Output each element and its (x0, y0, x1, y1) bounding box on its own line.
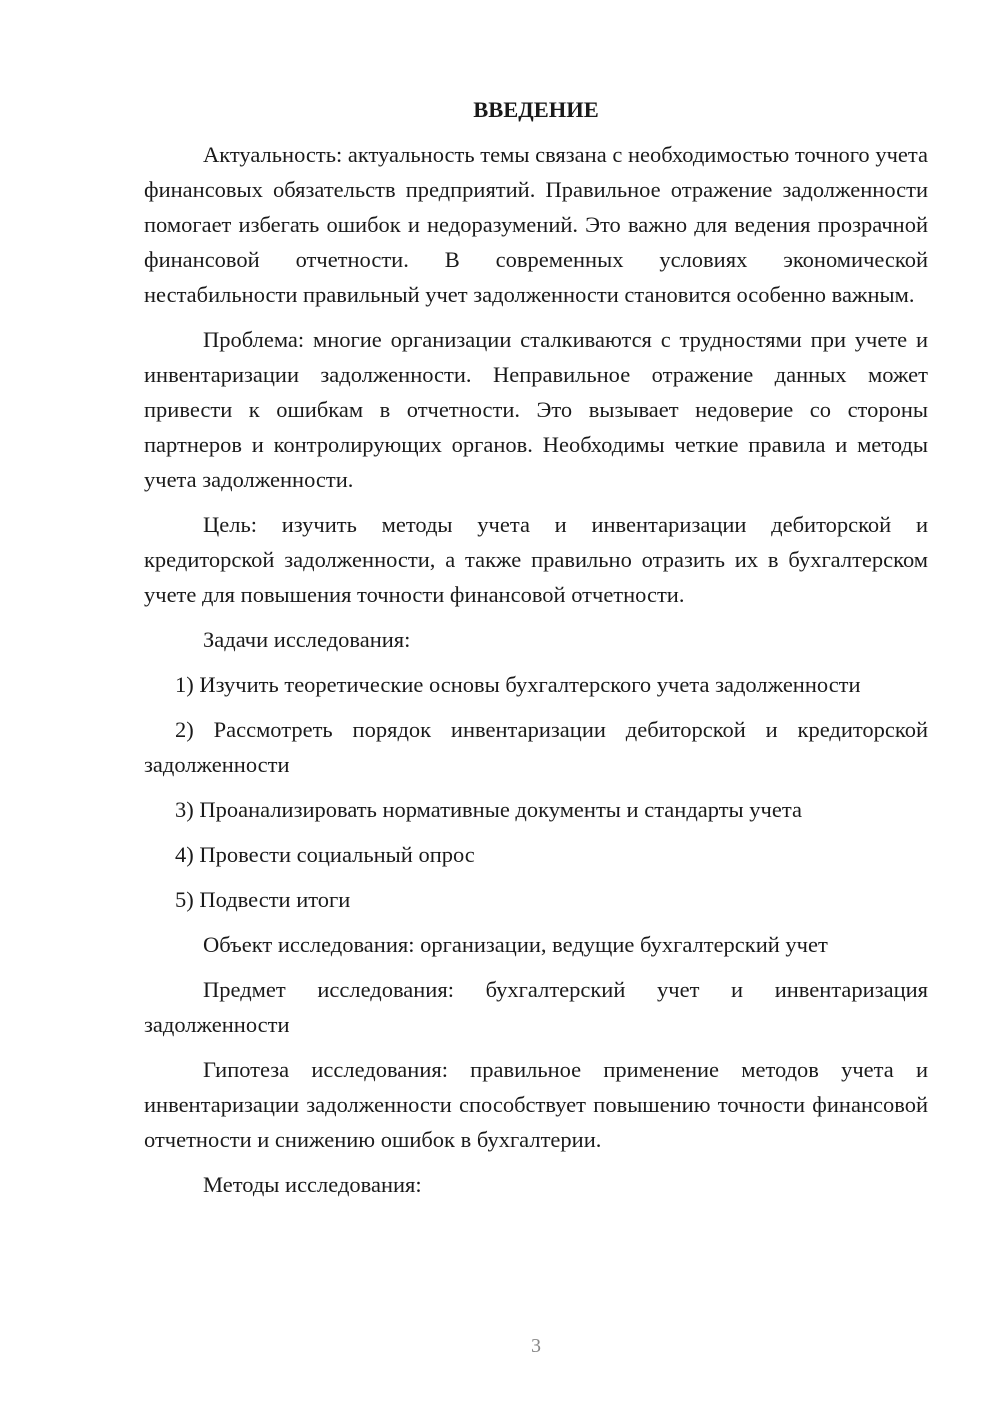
paragraph-relevance: Актуальность: актуальность темы связана с необходимостью точного учета финансовых обязательств предприятий. Правильное отражение задолженности помогает избегать ошибок и недоразумений. Это важно для ведения прозрачной финансовой отчетности. В современных условиях экономической нестабильности правильный учет задолженности становится особенно важным. (144, 142, 928, 307)
document-page (144, 92, 928, 1212)
task-item-4: 4) Провести социальный опрос (175, 842, 475, 867)
page-number: 3 (531, 1335, 541, 1357)
paragraph-subject: Предмет исследования: бухгалтерский учет и инвентаризация задолженности (144, 977, 928, 1037)
task-item-2: 2) Рассмотреть порядок инвентаризации дебиторской и кредиторской задолженности (144, 717, 928, 777)
methods-heading: Методы исследования: (203, 1172, 422, 1197)
paragraph-goal: Цель: изучить методы учета и инвентаризации дебиторской и кредиторской задолженности, а также правильно отразить их в бухгалтерском учете для повышения точности финансовой отчетности. (144, 512, 928, 607)
document-title: ВВЕДЕНИЕ (473, 97, 599, 122)
paragraph-object: Объект исследования: организации, ведущие бухгалтерский учет (203, 932, 828, 957)
task-item-3: 3) Проанализировать нормативные документы и стандарты учета (175, 797, 802, 822)
paragraph-hypothesis: Гипотеза исследования: правильное применение методов учета и инвентаризации задолженности способствует повышению точности финансовой отчетности и снижению ошибок в бухгалтерии. (144, 1057, 928, 1152)
task-item-5: 5) Подвести итоги (175, 887, 351, 912)
tasks-heading: Задачи исследования: (203, 627, 411, 652)
paragraph-problem: Проблема: многие организации сталкиваются с трудностями при учете и инвентаризации задолженности. Неправильное отражение данных может привести к ошибкам в отчетности. Это вызывает недоверие со стороны партнеров и контролирующих органов. Необходимы четкие правила и методы учета задолженности. (144, 327, 928, 492)
task-item-1: 1) Изучить теоретические основы бухгалтерского учета задолженности (175, 672, 861, 697)
